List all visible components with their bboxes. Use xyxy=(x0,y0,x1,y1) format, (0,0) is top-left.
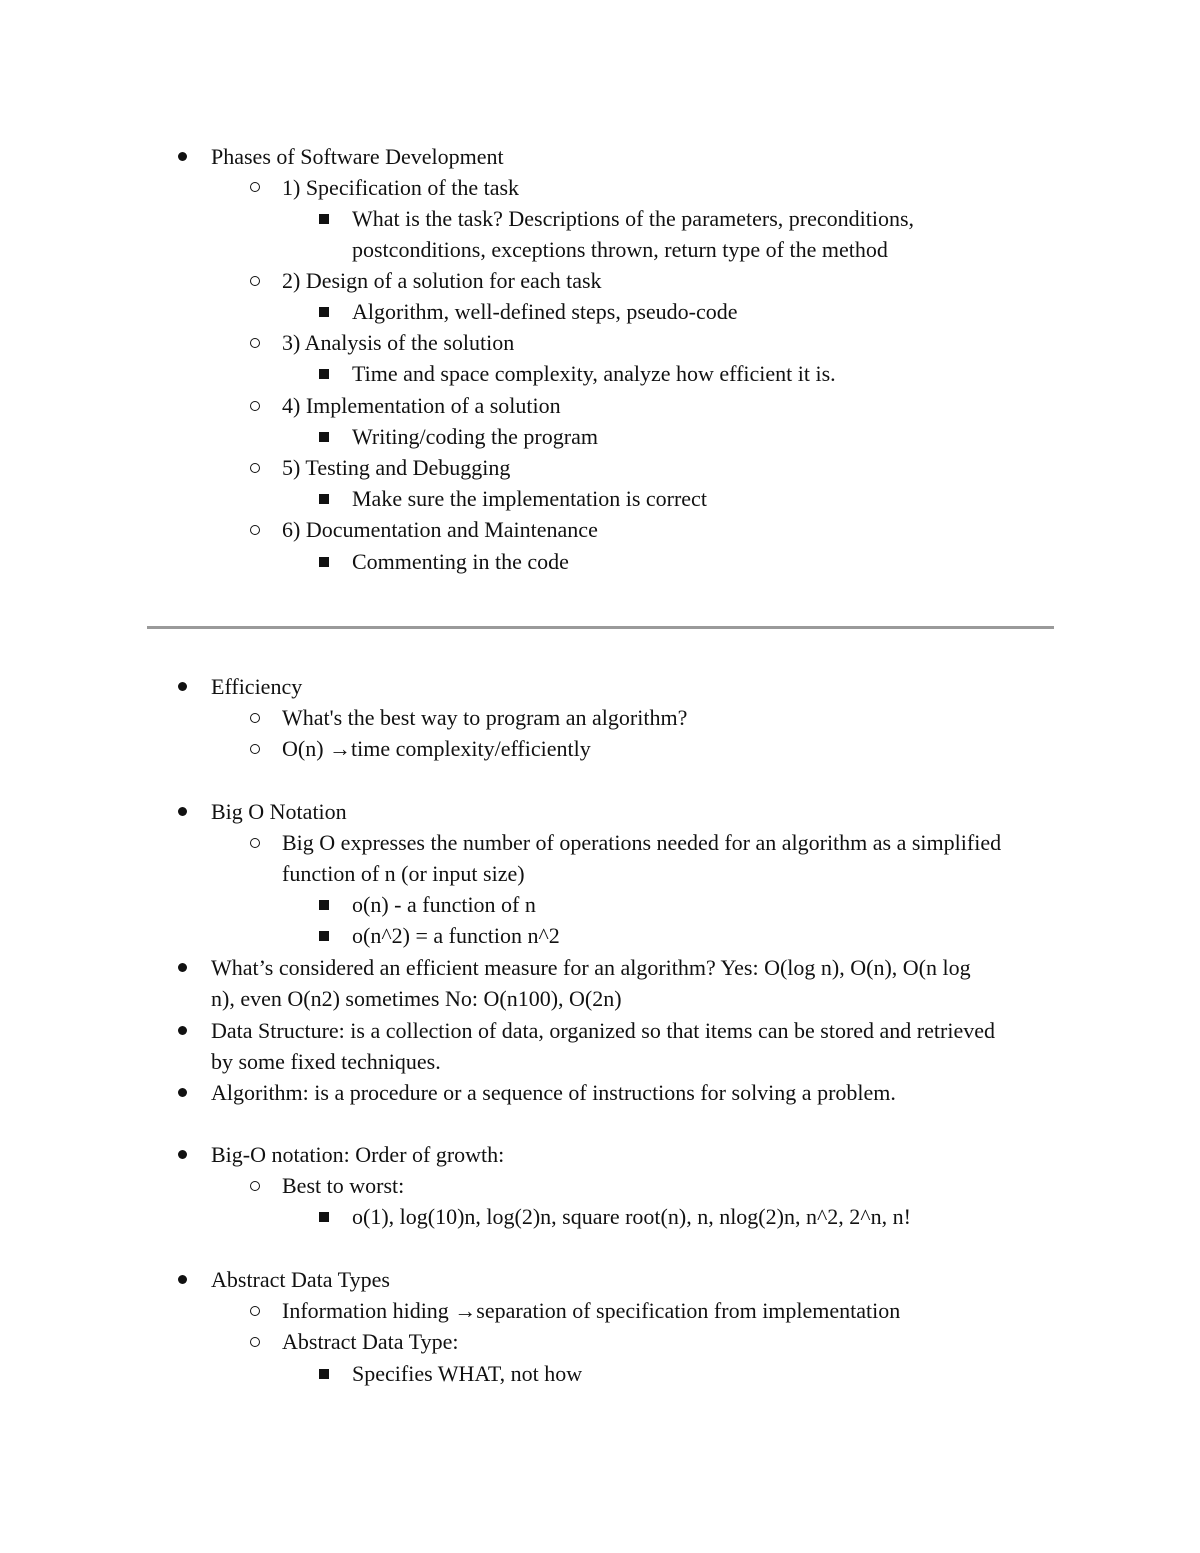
square-bullet-icon xyxy=(319,307,329,317)
list-item-big-o: Big O Notation xyxy=(211,799,347,824)
list-item: Specifies WHAT, not how xyxy=(352,1361,583,1386)
list-item: o(n^2) = a function n^2 xyxy=(352,923,560,948)
bullet-icon xyxy=(178,682,187,691)
list-item: What’s considered an efficient measure for an algorithm? Yes: O(log n), O(n), O(n log xyxy=(211,955,971,980)
square-bullet-icon xyxy=(319,900,329,910)
bullet-icon xyxy=(178,152,187,161)
list-item: 1) Specification of the task xyxy=(282,175,520,200)
list-item: Writing/coding the program xyxy=(352,424,598,449)
list-item: 4) Implementation of a solution xyxy=(282,393,561,418)
square-bullet-icon xyxy=(319,494,329,504)
square-bullet-icon xyxy=(319,557,329,567)
circle-bullet-icon xyxy=(250,1306,260,1316)
circle-bullet-icon xyxy=(250,1337,260,1347)
bullet-icon xyxy=(178,1088,187,1097)
circle-bullet-icon xyxy=(250,463,260,473)
circle-bullet-icon xyxy=(250,525,260,535)
list-item: O(n) →time complexity/efficiently xyxy=(282,736,591,761)
square-bullet-icon xyxy=(319,432,329,442)
list-item: Make sure the implementation is correct xyxy=(352,486,707,511)
list-item: Data Structure: is a collection of data, organized so that items can be stored and retrieved xyxy=(211,1018,995,1043)
square-bullet-icon xyxy=(319,1369,329,1379)
list-item: 5) Testing and Debugging xyxy=(282,455,511,480)
circle-bullet-icon xyxy=(250,182,260,192)
list-item: Time and space complexity, analyze how efficient it is. xyxy=(352,361,836,386)
bullet-icon xyxy=(178,963,187,972)
bullet-icon xyxy=(178,807,187,816)
circle-bullet-icon xyxy=(250,744,260,754)
circle-bullet-icon xyxy=(250,276,260,286)
list-item: o(n) - a function of n xyxy=(352,892,536,917)
list-item: What is the task? Descriptions of the parameters, preconditions, xyxy=(352,206,915,231)
list-item-phases: Phases of Software Development xyxy=(211,144,504,169)
bullet-icon xyxy=(178,1275,187,1284)
circle-bullet-icon xyxy=(250,838,260,848)
list-item: n), even O(n2) sometimes No: O(n100), O(2n) xyxy=(211,986,622,1011)
bullet-icon xyxy=(178,1026,187,1035)
list-item: 6) Documentation and Maintenance xyxy=(282,517,598,542)
horizontal-divider xyxy=(147,626,1054,629)
list-item: Algorithm: is a procedure or a sequence of instructions for solving a problem. xyxy=(211,1080,896,1105)
list-item: postconditions, exceptions thrown, return type of the method xyxy=(352,237,888,262)
list-item: function of n (or input size) xyxy=(282,861,525,886)
list-item-growth: Big-O notation: Order of growth: xyxy=(211,1142,505,1167)
list-item: Big O expresses the number of operations needed for an algorithm as a simplified xyxy=(282,830,1002,855)
square-bullet-icon xyxy=(319,1212,329,1222)
circle-bullet-icon xyxy=(250,713,260,723)
list-item: What's the best way to program an algorithm? xyxy=(282,705,688,730)
list-item: o(1), log(10)n, log(2)n, square root(n), n, nlog(2)n, n^2, 2^n, n! xyxy=(352,1204,911,1229)
square-bullet-icon xyxy=(319,931,329,941)
list-item: Algorithm, well-defined steps, pseudo-code xyxy=(352,299,738,324)
list-item: Information hiding →separation of specification from implementation xyxy=(282,1298,901,1323)
square-bullet-icon xyxy=(319,369,329,379)
list-item: by some fixed techniques. xyxy=(211,1049,441,1074)
circle-bullet-icon xyxy=(250,338,260,348)
list-item: Commenting in the code xyxy=(352,549,569,574)
list-item: 3) Analysis of the solution xyxy=(282,330,515,355)
list-item-efficiency: Efficiency xyxy=(211,674,303,699)
bullet-icon xyxy=(178,1150,187,1159)
list-item-adt: Abstract Data Types xyxy=(211,1267,390,1292)
square-bullet-icon xyxy=(319,214,329,224)
list-item: 2) Design of a solution for each task xyxy=(282,268,602,293)
list-item: Best to worst: xyxy=(282,1173,405,1198)
circle-bullet-icon xyxy=(250,401,260,411)
circle-bullet-icon xyxy=(250,1181,260,1191)
list-item: Abstract Data Type: xyxy=(282,1329,459,1354)
